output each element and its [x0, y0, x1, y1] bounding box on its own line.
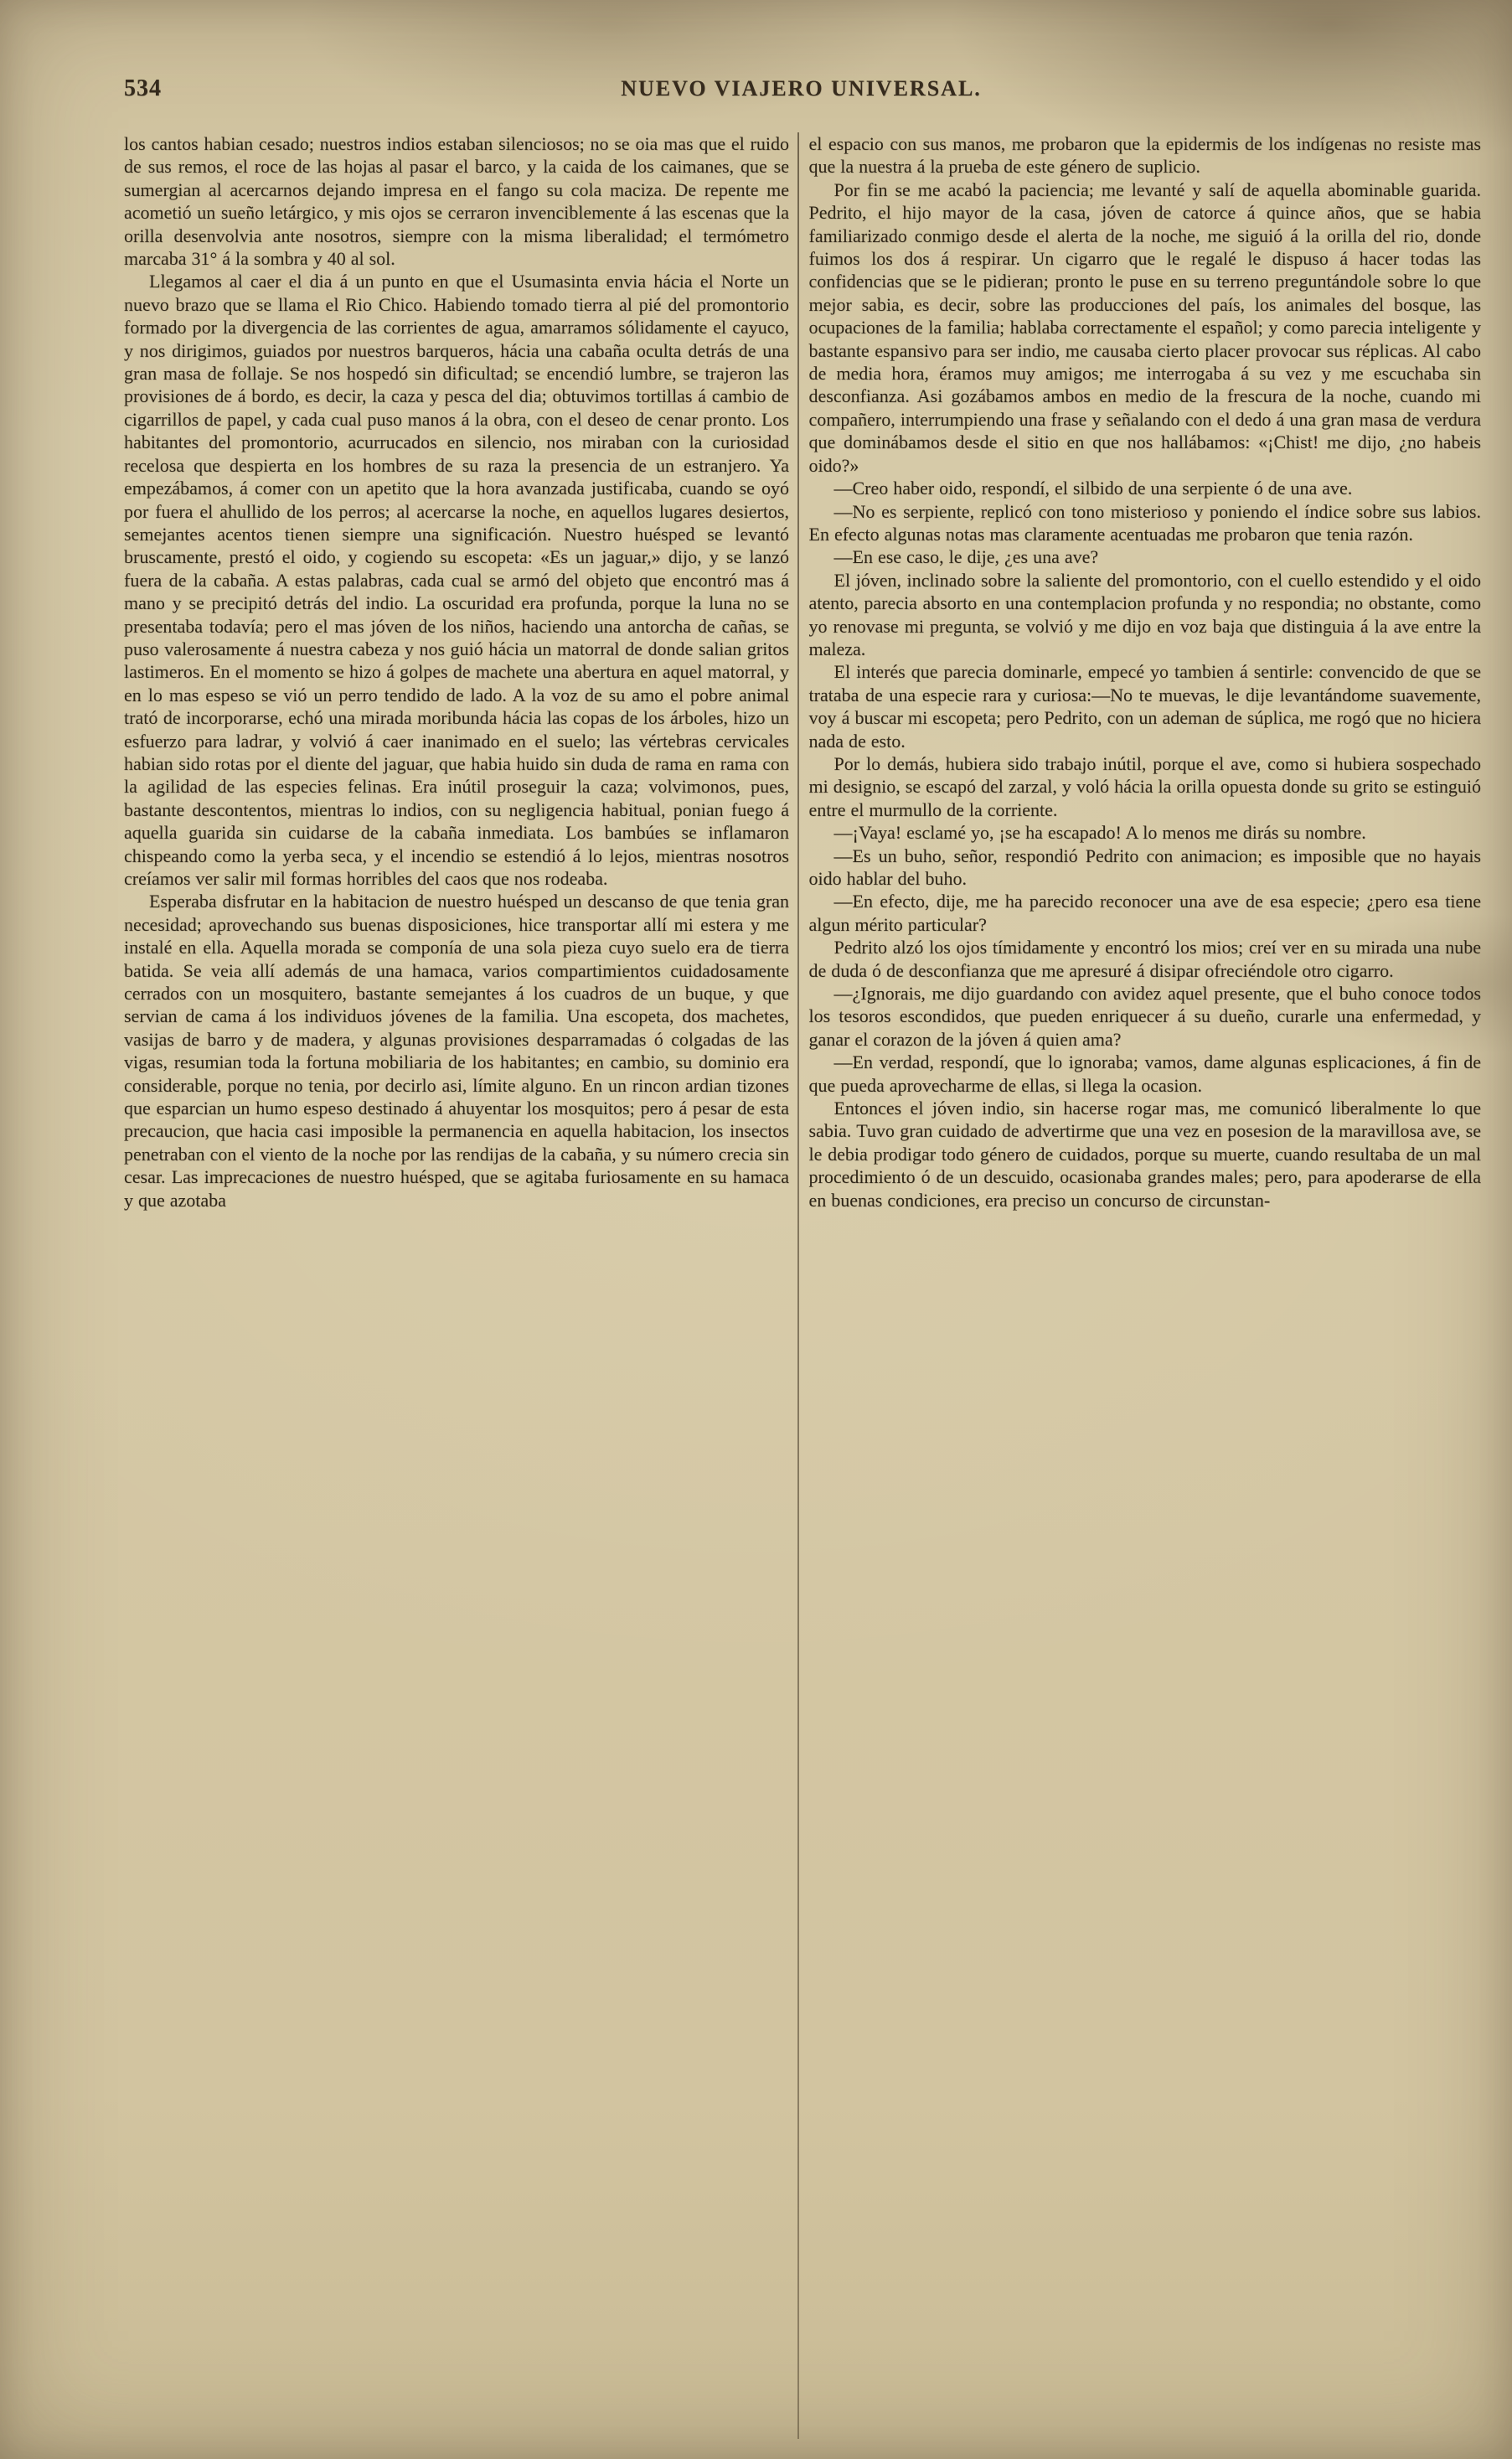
paragraph: —En verdad, respondí, que lo ignoraba; vamos, dame algunas esplicaciones, á fin de que pueda aprovecharme de ellas, si llega la ocasion.: [808, 1051, 1481, 1096]
page-header: [124, 75, 1478, 109]
paragraph: Entonces el jóven indio, sin hacerse rogar mas, me comunicó liberalmente lo que sabia. Tuvo gran cuidado de advertirme que una vez en posesion de la maravillosa ave, se le debia prodigar todo género de cuidados, porque su muerte, cuando resultaba de un mal procedimiento ó de un descuido, ocasionaba grandes males; pero, para apoderarse de ella en buenas condiciones, era preciso un concurso de circunstan-: [808, 1098, 1481, 1211]
paragraph: —¿Ignorais, me dijo guardando con avidez aquel presente, que el buho conoce todos los tesoros escondidos, que pueden enriquecer á su dueño, curarle una enfermedad, y ganar el corazon de la jóven á quien ama?: [808, 983, 1481, 1050]
right-column: [809, 132, 1482, 2439]
paragraph: —Creo haber oido, respondí, el silbido de una serpiente ó de una ave.: [833, 478, 1353, 499]
paragraph: —No es serpiente, replicó con tono misterioso y poniendo el índice sobre sus labios. En efecto algunas notas mas claramente acentuadas me probaron que tenia razón.: [808, 500, 1481, 545]
paragraph: El interés que parecia dominarle, empecé yo tambien á sentirle: convencido de que se trataba de una especie rara y curiosa:—No te muevas, le dije levantándome suavemente, voy á buscar mi escopeta; pero Pedrito, con un ademan de súplica, me rogó que no hiciera nada de esto.: [808, 661, 1481, 752]
paragraph: Esperaba disfrutar en la habitacion de nuestro huésped un descanso de que tenia gran necesidad; aprovechando sus buenas disposiciones, hice transportar allí mi estera y me instalé en ella. Aquella morada se componía de una sola pieza cuyo suelo era de tierra batida. Se veia allí además de una hamaca, varios compartimientos cuidadosamente cerrados con un mosquitero, bastante semejantes á los cuadros de un buque, y que servian de cama á los individuos jóvenes de la familia. Una escopeta, dos machetes, vasijas de barro y de madera, y algunas provisiones desparramadas ó colgadas de las vigas, resumian toda la fortuna mobiliaria de los habitantes; en cambio, su dominio era considerable, porque no tenia, por decirlo asi, límite alguno. En un rincon ardian tizones que esparcian un humo espeso destinado á ahuyentar los mosquitos; pero á pesar de esta precaucion, que hacia casi imposible la permanencia en aquella habitacion, los insectos penetraban con el viento de la noche por las rendijas de la cabaña, y su número crecia sin cesar. Las imprecaciones de nuestro huésped, que se agitaba furiosamente en su hamaca y que azotaba: [124, 891, 789, 1211]
paragraph: —En efecto, dije, me ha parecido reconocer una ave de esa especie; ¿pero esa tiene algun mérito particular?: [808, 891, 1481, 935]
column-divider: [797, 132, 799, 2439]
paragraph: Por fin se me acabó la paciencia; me levanté y salí de aquella abominable guarida. Pedrito, el hijo mayor de la casa, jóven de catorce á quince años, que se habia familiarizado conmigo desde el alerta de la noche, me siguió á la orilla del rio, donde fuimos los dos á respirar. Un cigarro que le regalé le dispuso á hacer todas las confidencias que se le pidieran; pronto le puse en su terreno preguntándole sobre lo que mejor sabia, es decir, sobre las producciones del país, los animales del bosque, las ocupaciones de la familia; hablaba correctamente el español; y como parecia inteligente y bastante espansivo para ser indio, me causaba cierto placer provocar sus réplicas. Al cabo de media hora, éramos muy amigos; me interrogaba á su vez y me escuchaba sin desconfianza. Asi gozábamos ambos en medio de la frescura de la noche, cuando mi compañero, interrumpiendo una frase y señalando con el dedo á una gran masa de verdura que dominábamos desde el sitio en que nos hallábamos: «¡Chist! me dijo, ¿no habeis oido?»: [808, 178, 1481, 476]
paragraph: Pedrito alzó los ojos tímidamente y encontró los mios; creí ver en su mirada una nube de duda ó de desconfianza que me apresuré á disipar ofreciéndole otro cigarro.: [808, 937, 1481, 981]
paragraph: —¡Vaya! esclamé yo, ¡se ha escapado! A lo menos me dirás su nombre.: [833, 822, 1366, 844]
paragraph: el espacio con sus manos, me probaron que la epidermis de los indígenas no resiste mas que la nuestra á la prueba de este género de suplicio.: [808, 133, 1481, 178]
paragraph: Llegamos al caer el dia á un punto en que el Usumasinta envia hácia el Norte un nuevo brazo que se llama el Rio Chico. Habiendo tomado tierra al pié del promontorio formado por la divergencia de las corrientes de agua, amarramos sólidamente el cayuco, y nos dirigimos, guiados por nuestros barqueros, hácia una cabaña oculta detrás de una gran masa de follaje. Se nos hospedó sin dificultad; se encendió lumbre, se trajeron las provisiones de á bordo, es decir, la caza y pesca del dia; obtuvimos tortillas á cambio de cigarrillos de papel, y cada cual puso manos á la obra, con el deseo de cenar pronto. Los habitantes del promontorio, acurrucados en silencio, nos miraban con la curiosidad recelosa que despierta en los hombres de su raza la presencia de un estranjero. Ya empezábamos, á comer con un apetito que la hora avanzada justificaba, cuando se oyó por fuera el ahullido de los perros; al acercarse la noche, en aquellos lugares desiertos, semejantes acentos tienen siempre una significación. Nuestro huésped se levantó bruscamente, prestó el oido, y cogiendo su escopeta: «Es un jaguar,» dijo, y se lanzó fuera de la cabaña. A estas palabras, cada cual se armó del objeto que encontró mas á mano y se precipitó detrás del indio. La oscuridad era profunda, porque la luna no se presentaba todavía; pero el mas jóven de los niños, haciendo una antorcha de cañas, se puso valerosamente á nuestra cabeza y nos guió hácia un matorral de donde salian gritos lastimeros. En el momento se hizo á golpes de machete una abertura en aquel matorral, y en lo mas espeso se vió un perro tendido de lado. A la voz de su amo el pobre animal trató de incorporarse, echó una mirada moribunda hácia las copas de los árboles, hizo un esfuerzo para ladrar, y volvió á caer inanimado en el suelo; las vértebras cervicales habian sido rotas por el diente del jaguar, que habia huido sin duda de rama en rama con la agilidad de las especies felinas. Era inútil proseguir la caza; volvimonos, pues, bastante descontentos, mientras lo indios, con su negligencia habitual, ponian fuego á aquella guarida sin cuidarse de la cabaña inmediata. Los bambúes se inflamaron chispeando como la yerba seca, y el incendio se estendió á lo lejos, mientras nosotros creíamos ver salir mil formas horribles del caos que nos rodeaba.: [124, 271, 789, 889]
running-title: NUEVO VIAJERO UNIVERSAL.: [621, 76, 982, 101]
page-number: 534: [124, 75, 162, 101]
paragraph: los cantos habian cesado; nuestros indios estaban silenciosos; no se oia mas que el ruido de sus remos, el roce de las hojas al pasar el barco, y la caida de los caimanes, que se sumergian al acercarnos dejando impresa en el fango su cola maciza. De repente me acometió un sueño letárgico, y mis ojos se cerraron invenciblemente á las escenas que la orilla desenvolvia ante nosotros, siempre con la misma liberalidad; el termómetro marcaba 31° á la sombra y 40 al sol.: [124, 133, 789, 270]
paragraph: El jóven, inclinado sobre la saliente del promontorio, con el cuello estendido y el oido atento, parecia absorto en una contemplacion profunda y no respondia; no obstante, como yo renovase mi pregunta, se volvió y me dijo en voz baja que distinguia á la ave entre la maleza.: [808, 569, 1481, 659]
text-columns: [124, 132, 1481, 2439]
paragraph: —En ese caso, le dije, ¿es una ave?: [833, 546, 1099, 568]
paragraph: —Es un buho, señor, respondió Pedrito con animacion; es imposible que no hayais oido hablar del buho.: [808, 845, 1481, 889]
paragraph: Por lo demás, hubiera sido trabajo inútil, porque el ave, como si hubiera sospechado mi designio, se escapó del zarzal, y voló hácia la orilla opuesta donde su grito se estinguió entre el murmullo de la corriente.: [808, 752, 1481, 820]
left-column: [124, 132, 789, 2439]
